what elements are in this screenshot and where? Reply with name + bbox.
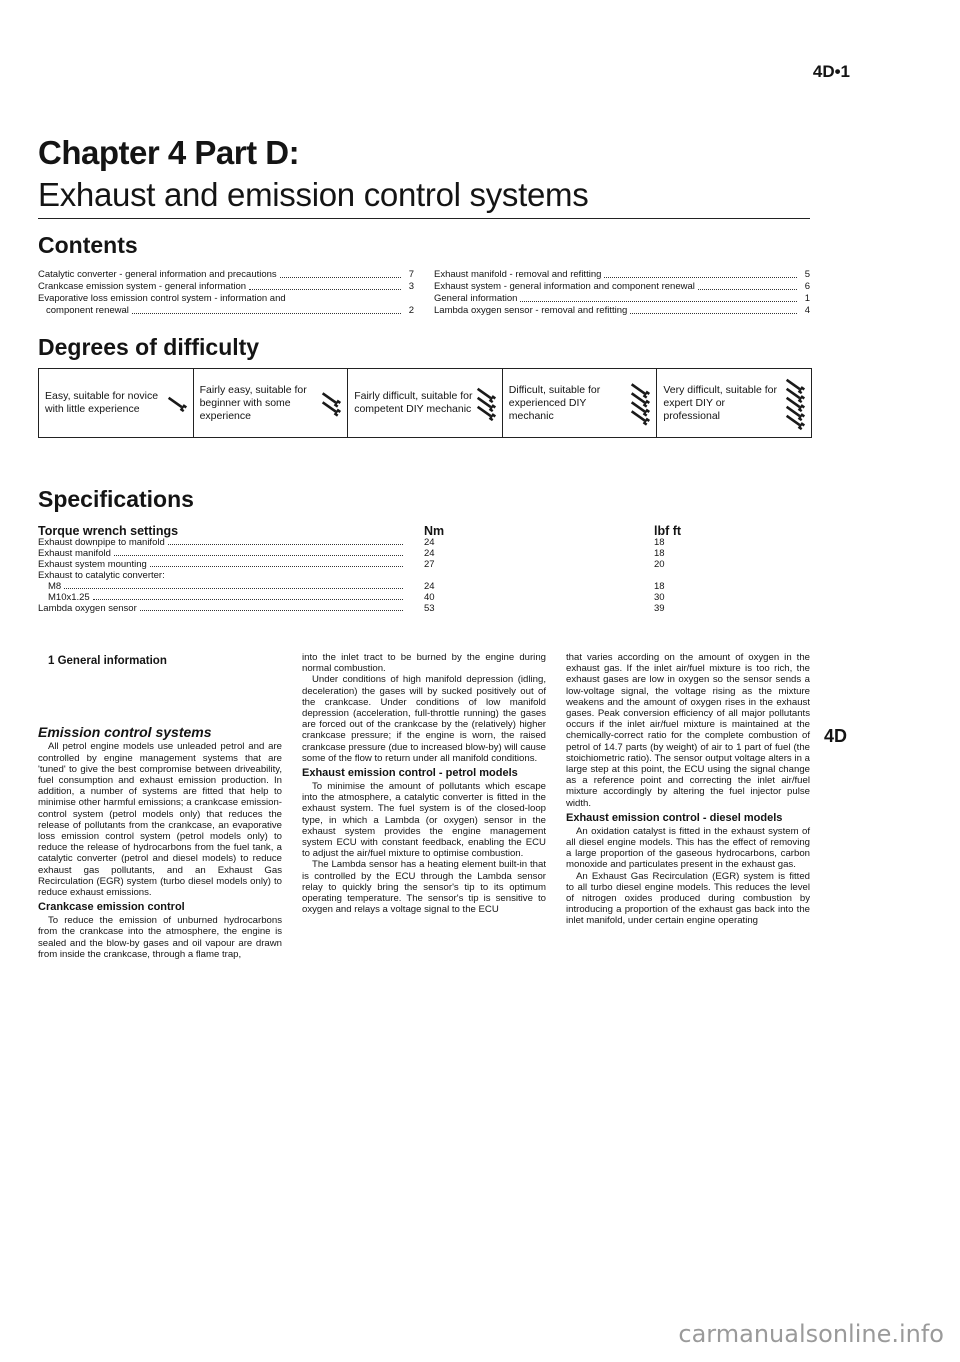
wrench-icon	[319, 375, 341, 431]
paragraph: An oxidation catalyst is fitted in the exhaust system of all diesel engine models. This has the effect of removing a large proportion of the gaseous hydrocarbons, carbon monoxide and particulates present in the exhaust gas.	[566, 825, 810, 871]
difficulty-level-3: Fairly difficult, suitable for competent DIY mechanic	[348, 369, 503, 437]
wrench-icon	[783, 375, 805, 431]
paragraph: To reduce the emission of unburned hydrocarbons from the crankcase into the atmosphere, the engine is sealed and the blow-by gases and oil vapour are drawn from inside the crankcase, through a flame trap,	[38, 915, 282, 960]
paragraph: Under conditions of high manifold depression (idling, deceleration) the gases will by sucked positively out of the crankcase. Under conditions of low manifold depression (acceleration, full-throttle running) the gases are forced out of the crankcase by the (relatively) higher crankcase pressure; if the engine is worn, the raised crankcase pressure (due to increased blow-by) will cause some of the flow to return under all manifold conditions.	[302, 674, 546, 764]
chapter-side-tab: 4D	[824, 726, 848, 746]
table-row: Exhaust to catalytic converter:	[38, 570, 165, 581]
table-row: Lambda oxygen sensor 53 39	[38, 603, 665, 614]
contents-entry[interactable]: Exhaust system - general information and component renewal 6	[434, 281, 810, 292]
difficulty-level-5: Very difficult, suitable for expert DIY or professional	[657, 369, 811, 437]
article-column-1	[38, 652, 282, 960]
table-row: Exhaust manifold 24 18	[38, 548, 665, 559]
table-row: Exhaust downpipe to manifold 24 18	[38, 537, 665, 548]
crankcase-heading: Crankcase emission control	[38, 901, 185, 914]
difficulty-level-4: Difficult, suitable for experienced DIY mechanic	[503, 369, 658, 437]
title-divider	[38, 218, 810, 219]
article-column-3	[566, 652, 810, 960]
article-column-2	[302, 652, 546, 960]
contents-entry[interactable]: Evaporative loss emission control system - information and	[38, 293, 286, 304]
difficulty-level-1: Easy, suitable for novice with little experience	[39, 369, 194, 437]
difficulty-level-2: Fairly easy, suitable for beginner with some experience	[194, 369, 349, 437]
contents-list	[38, 269, 810, 317]
page-number: 4D•1	[812, 62, 850, 81]
paragraph: To minimise the amount of pollutants which escape into the atmosphere, a catalytic converter is fitted in the exhaust system. The fuel system is of the closed-loop type, in which a Lambda (or oxygen) sensor in the exhaust system provides the engine management system ECU with constant feedback, enabling the ECU to adjust the air/fuel mixture to optimise combustion.	[302, 781, 546, 860]
wrench-icon	[628, 375, 650, 431]
paragraph: All petrol engine models use unleaded petrol and are controlled by engine management systems that are 'tuned' to give the best compromise between driveability, fuel consumption and exhaust emission production. In addition, a number of systems are fitted that help to minimise other harmful emissions; a crankcase emission-control system (petrol models only) that reduces the release of pollutants from the crankcase, an evaporative loss emission control system (petrol models only) to reduce the release of hydrocarbons from the fuel tank, a catalytic converter (petrol and diesel models) to reduce exhaust gas pollutants, and an Exhaust Gas Recirculation (EGR) system (turbo diesel models only) to reduce exhaust emissions.	[38, 741, 282, 899]
difficulty-heading: Degrees of difficulty	[38, 334, 260, 360]
chapter-title: Chapter 4 Part D:	[38, 134, 300, 171]
paragraph: that varies according on the amount of oxygen in the exhaust gas. If the inlet air/fuel mixture is too rich, the exhaust gases are low in oxygen so the sensor sends a low-voltage signal, the voltage rising as the mixture weakens and the amount of oxygen rises in the exhaust gases. Peak conversion efficiency of all major pollutants occurs if the inlet air/fuel mixture is maintained at the chemically-correct ratio for the complete combustion of petrol of 14.7 parts (by weight) of air to 1 part of fuel (the stoichiometric ratio). The sensor output voltage alters in a large step at this point, the ECU using the signal change as a reference point and correcting the inlet air/fuel mixture accordingly by altering the fuel injector pulse width.	[566, 652, 810, 809]
paragraph: into the inlet tract to be burned by the engine during normal combustion.	[302, 652, 546, 675]
paragraph: An Exhaust Gas Recirculation (EGR) system is fitted to all turbo diesel engine models. This reduces the level of nitrogen oxides produced during combustion by introducing a proportion of the exhaust gas back into the inlet manifold, under certain engine operating	[566, 870, 810, 927]
contents-entry[interactable]: Crankcase emission system - general information 3	[38, 281, 414, 292]
contents-right-column	[434, 269, 810, 317]
torque-header-row: Torque wrench settings Nm lbf ft	[38, 524, 682, 538]
contents-left-column	[38, 269, 414, 317]
section-title: 1 General information	[48, 655, 167, 667]
table-row: Exhaust system mounting 27 20	[38, 559, 665, 570]
emission-heading: Emission control systems	[38, 724, 212, 741]
diesel-heading: Exhaust emission control - diesel models	[566, 811, 783, 824]
petrol-heading: Exhaust emission control - petrol models	[302, 767, 518, 780]
chapter-subtitle: Exhaust and emission control systems	[38, 176, 589, 213]
contents-entry[interactable]: Exhaust manifold - removal and refitting 5	[434, 269, 810, 280]
contents-entry[interactable]: Catalytic converter - general information and precautions 7	[38, 269, 414, 280]
paragraph: The Lambda sensor has a heating element built-in that is controlled by the ECU through the Lambda sensor relay to quickly bring the sensor's tip to its optimum operating temperature. The sensor's tip is sensitive to oxygen and relays a voltage signal to the ECU	[302, 859, 546, 916]
table-row: M10x1.25 40 30	[48, 592, 665, 603]
table-row: M8 24 18	[48, 581, 665, 592]
article-body	[38, 652, 810, 960]
wrench-icon	[165, 375, 187, 431]
wrench-icon	[474, 375, 496, 431]
contents-entry[interactable]: Lambda oxygen sensor - removal and refitting 4	[434, 305, 810, 316]
watermark: carmanualsonline.info	[678, 1320, 944, 1348]
contents-heading: Contents	[38, 232, 138, 258]
contents-entry[interactable]: General information 1	[434, 293, 810, 304]
specifications-heading: Specifications	[38, 486, 194, 512]
contents-entry[interactable]: component renewal 2	[46, 305, 414, 316]
torque-table	[38, 522, 810, 614]
difficulty-scale	[38, 368, 812, 438]
